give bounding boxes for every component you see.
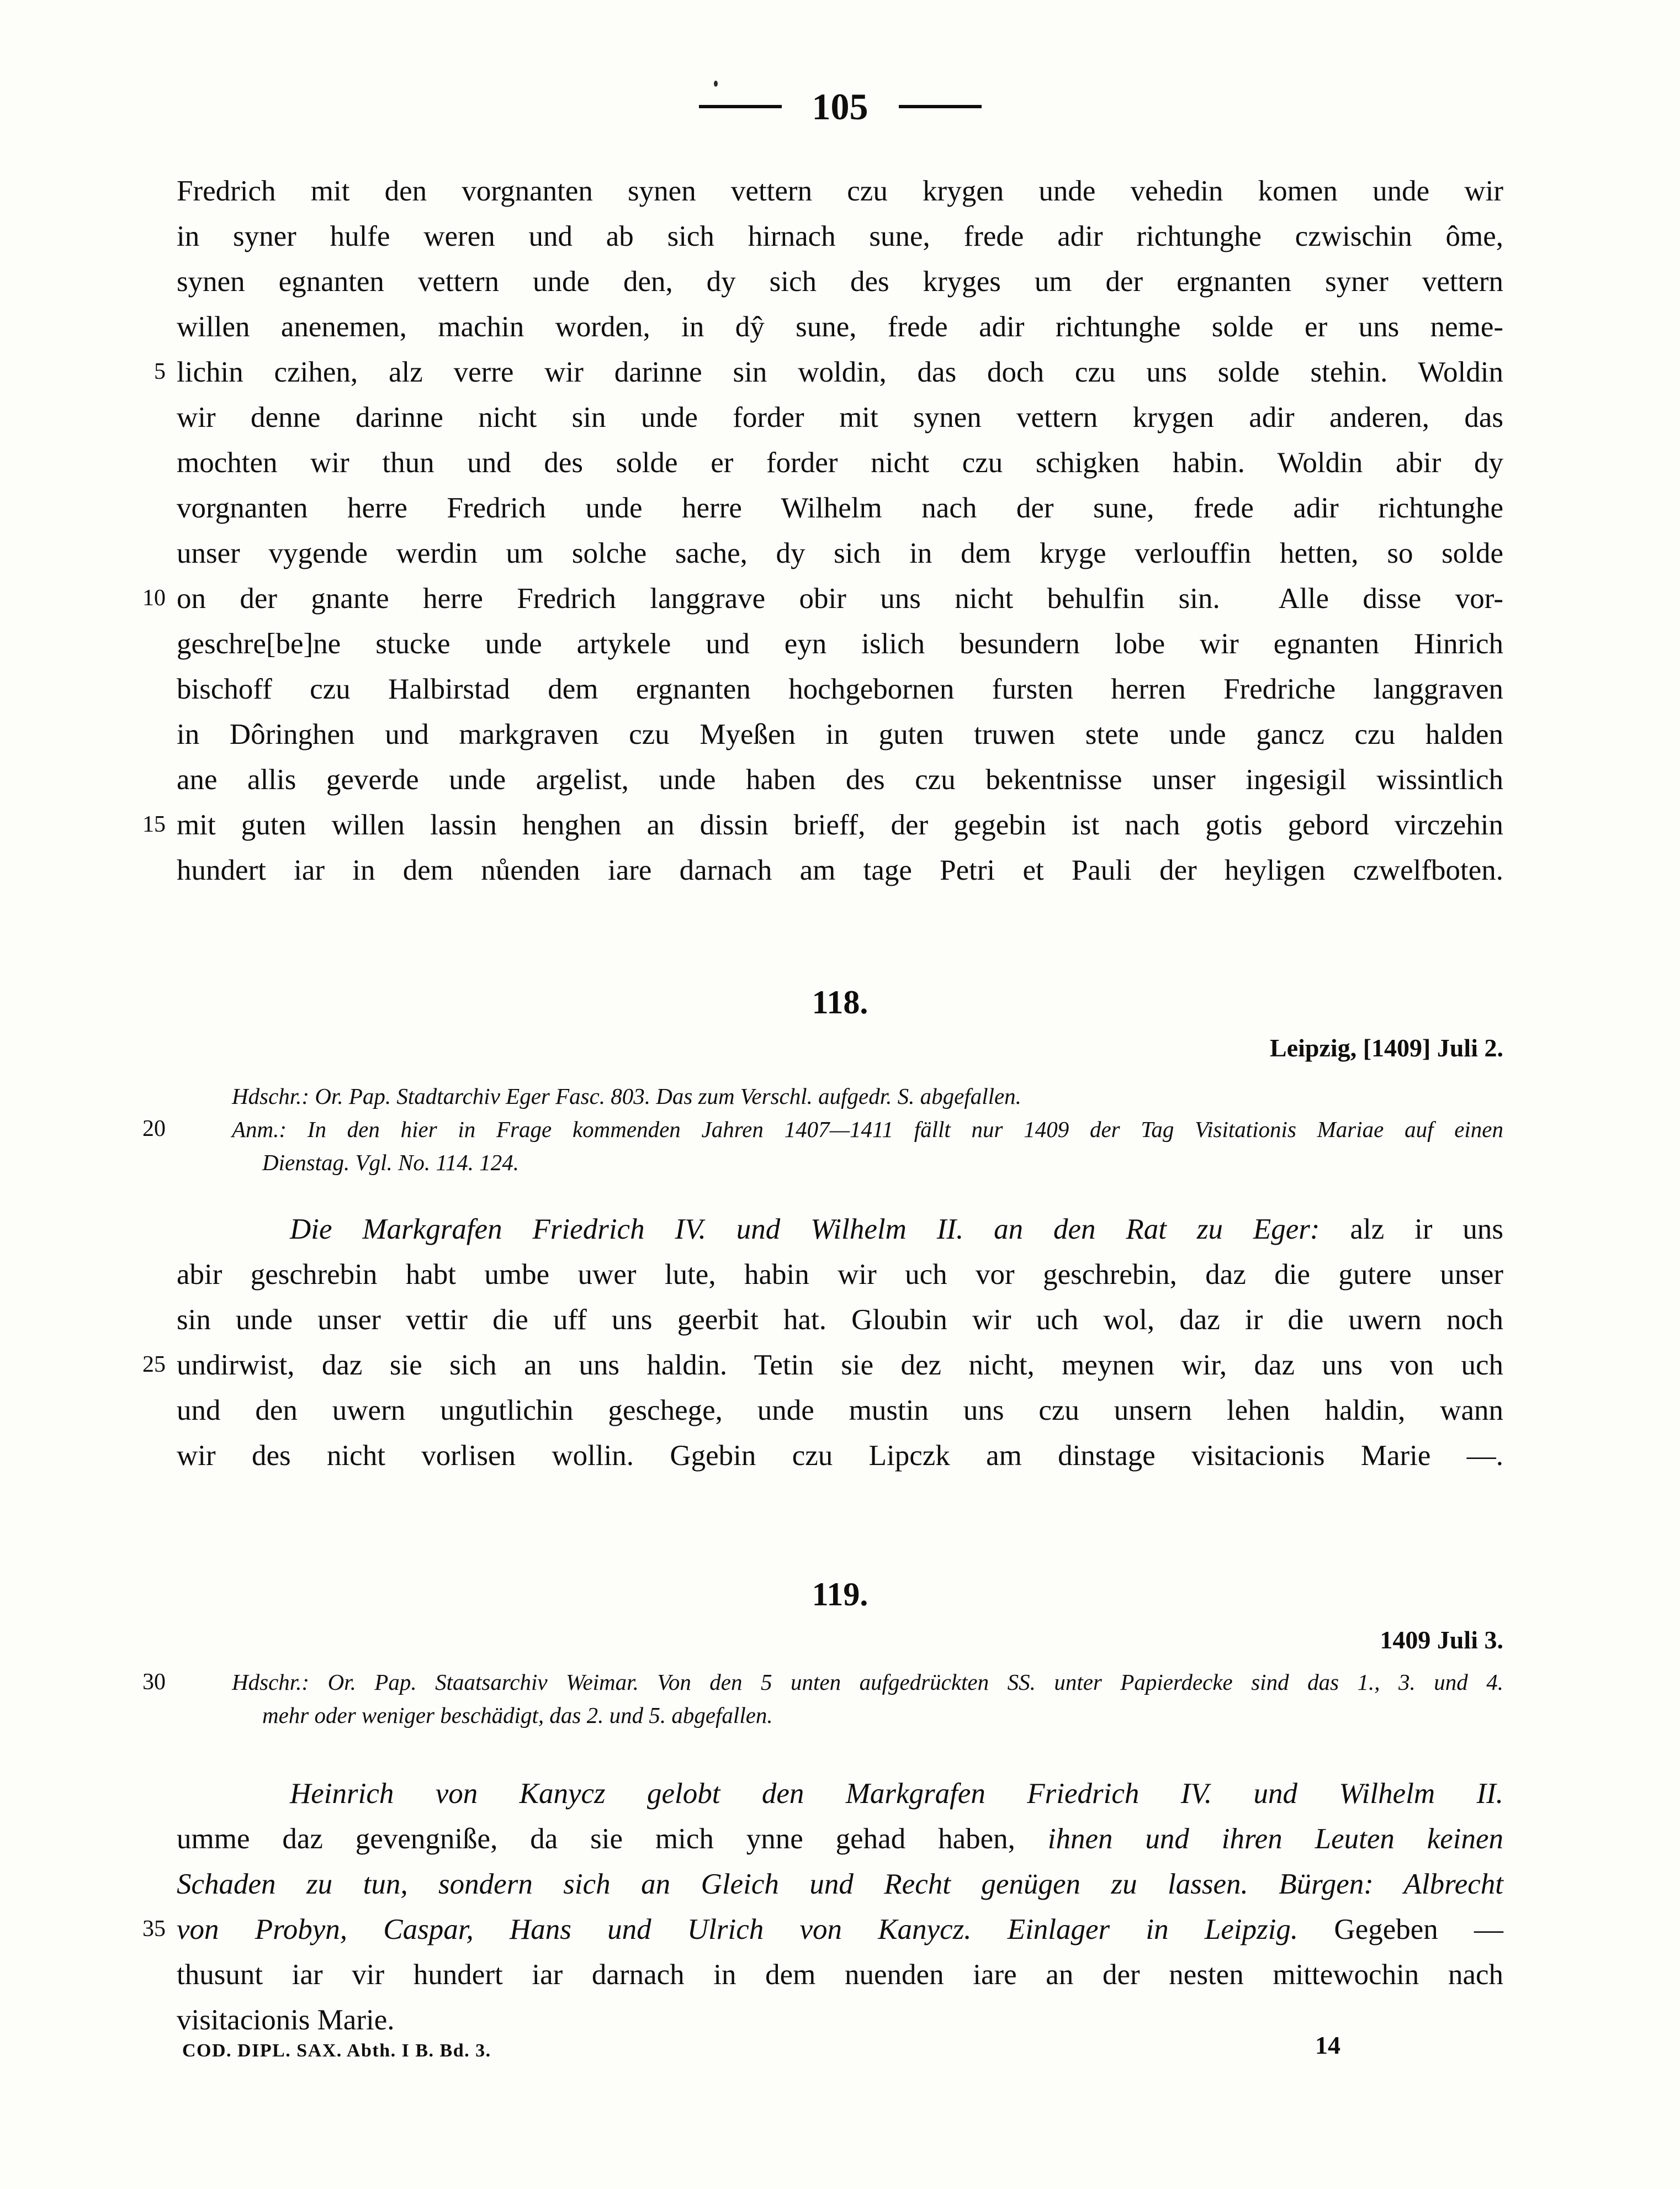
text-line: wir des nicht vorlisen wollin. Ggebin czu Lipczk am dinstage visitacionis Marie —.	[177, 1440, 1503, 1472]
line-number-25: 25	[142, 1352, 166, 1377]
line-number-30: 30	[142, 1669, 166, 1695]
page-header	[177, 82, 1503, 131]
source-note: Hdschr.: Or. Pap. Stadtarchiv Eger Fasc. 803. Das zum Verschl. aufgedr. S. abgefallen.	[232, 1083, 1021, 1109]
quoted-roman: alz ir uns	[1350, 1213, 1504, 1245]
regest-italic: Heinrich von Kanycz gelobt den Markgrafen Friedrich IV. und Wilhelm II.	[290, 1778, 1503, 1810]
entry-118-number: 118.	[812, 984, 868, 1021]
text-line: undirwist, daz sie sich an uns haldin. Tetin sie dez nicht, meynen wir, daz uns von uch	[177, 1349, 1503, 1381]
source-note: Anm.: In den hier in Frage kommenden Jahren 1407—1411 fällt nur 1409 der Tag Visitationis Mariae auf einen	[232, 1117, 1503, 1142]
entry-119-date: 1409 Juli 3.	[1380, 1626, 1503, 1654]
text-line: thusunt iar vir hundert iar darnach in dem nuenden iare an der nesten mittewochin nach	[177, 1959, 1503, 1991]
text-line	[177, 1771, 1503, 1816]
text-line: in syner hulfe weren und ab sich hirnach sune, frede adir richtunghe czwischin ôme,	[177, 220, 1503, 252]
series-signature: COD. DIPL. SAX. Abth. I B. Bd. 3.	[182, 2040, 491, 2061]
text-line: vorgnanten herre Fredrich unde herre Wilhelm nach der sune, frede adir richtunghe	[177, 492, 1503, 524]
text-line: on der gnante herre Fredrich langgrave obir uns nicht behulfin sin. Alle disse vor-	[177, 583, 1503, 615]
text-line: unser vygende werdin um solche sache, dy sich in dem kryge verlouffin hetten, so solde	[177, 537, 1503, 569]
text-line: lichin czihen, alz verre wir darinne sin woldin, das doch czu uns solde stehin. Woldin	[177, 356, 1503, 388]
regest-italic: Die Markgrafen Friedrich IV. und Wilhelm II. an den Rat zu Eger:	[290, 1213, 1320, 1245]
text-line: visitacionis Marie.	[177, 2004, 395, 2036]
header-rule-right	[899, 105, 982, 108]
text-line: bischoff czu Halbirstad dem ergnanten hochgebornen fursten herren Fredriche langgraven	[177, 673, 1503, 705]
text-line: mit guten willen lassin henghen an dissin brieff, der gegebin ist nach gotis gebord virczehin	[177, 809, 1503, 841]
text-line: in Dôringhen und markgraven czu Myeßen in guten truwen stete unde gancz czu halden	[177, 718, 1503, 750]
quoted-roman: umme daz gevengniße, da sie mich ynne gehad haben,	[177, 1823, 1015, 1855]
regest-italic: Schaden zu tun, sondern sich an Gleich und Recht genügen zu lassen. Bürgen: Albrecht	[177, 1868, 1503, 1900]
text-line	[177, 1207, 1503, 1252]
line-number-10: 10	[142, 585, 166, 611]
quoted-roman: Gegeben —	[1334, 1913, 1503, 1945]
text-line: mochten wir thun und des solde er forder nicht czu schigken habin. Woldin abir dy	[177, 447, 1503, 479]
source-note: Dienstag. Vgl. No. 114. 124.	[262, 1150, 520, 1175]
regest-italic: ihnen und ihren Leuten keinen	[1047, 1823, 1504, 1855]
entry-119-text	[177, 1771, 1503, 2043]
line-number-35: 35	[142, 1916, 166, 1942]
entry-117-continuation-text	[177, 168, 1503, 893]
source-note: mehr oder weniger beschädigt, das 2. und 5. abgefallen.	[262, 1702, 773, 1728]
line-number-15: 15	[142, 812, 166, 837]
sheet-signature-number: 14	[1315, 2031, 1340, 2059]
text-line: ane allis geverde unde argelist, unde haben des czu bekentnisse unser ingesigil wissintlich	[177, 764, 1503, 796]
regest-italic: von Probyn, Caspar, Hans und Ulrich von Kanycz. Einlager in Leipzig.	[177, 1913, 1299, 1945]
text-line: willen anenemen, machin worden, in dŷ sune, frede adir richtunghe solde er uns neme-	[177, 311, 1503, 343]
entry-119-number: 119.	[812, 1576, 868, 1612]
entry-118-date: Leipzig, [1409] Juli 2.	[1270, 1034, 1503, 1062]
line-number-5: 5	[154, 359, 166, 384]
text-line: synen egnanten vettern unde den, dy sich des kryges um der ergnanten syner vettern	[177, 266, 1503, 298]
text-line: wir denne darinne nicht sin unde forder mit synen vettern krygen adir anderen, das	[177, 401, 1503, 433]
text-line: Fredrich mit den vorgnanten synen vettern czu krygen unde vehedin komen unde wir	[177, 175, 1503, 207]
line-number-20: 20	[142, 1116, 166, 1141]
header-rule-left	[699, 105, 782, 108]
entry-118-text	[177, 1207, 1503, 1478]
text-line: und den uwern ungutlichin geschege, unde mustin uns czu unsern lehen haldin, wann	[177, 1394, 1503, 1426]
text-line	[177, 1816, 1503, 1862]
entry-119-source-notes	[232, 1665, 1503, 1732]
page-number: 105	[812, 86, 868, 128]
text-line: hundert iar in dem nůenden iare darnach am tage Petri et Pauli der heyligen czwelfboten.	[177, 854, 1503, 886]
entry-118-source-notes	[232, 1080, 1503, 1179]
text-line	[177, 1907, 1503, 1952]
text-line: sin unde unser vettir die uff uns geerbit hat. Gloubin wir uch wol, daz ir die uwern noch	[177, 1304, 1503, 1336]
source-note: Hdschr.: Or. Pap. Staatsarchiv Weimar. Von den 5 unten aufgedrückten SS. unter Papierdecke sind das 1., 3. und 4.	[232, 1669, 1503, 1695]
text-line: abir geschrebin habt umbe uwer lute, habin wir uch vor geschrebin, daz die gutere unser	[177, 1259, 1503, 1291]
scan-speck	[714, 81, 718, 87]
text-line	[177, 1862, 1503, 1907]
text-line: geschre[be]ne stucke unde artykele und eyn islich besundern lobe wir egnanten Hinrich	[177, 628, 1503, 660]
